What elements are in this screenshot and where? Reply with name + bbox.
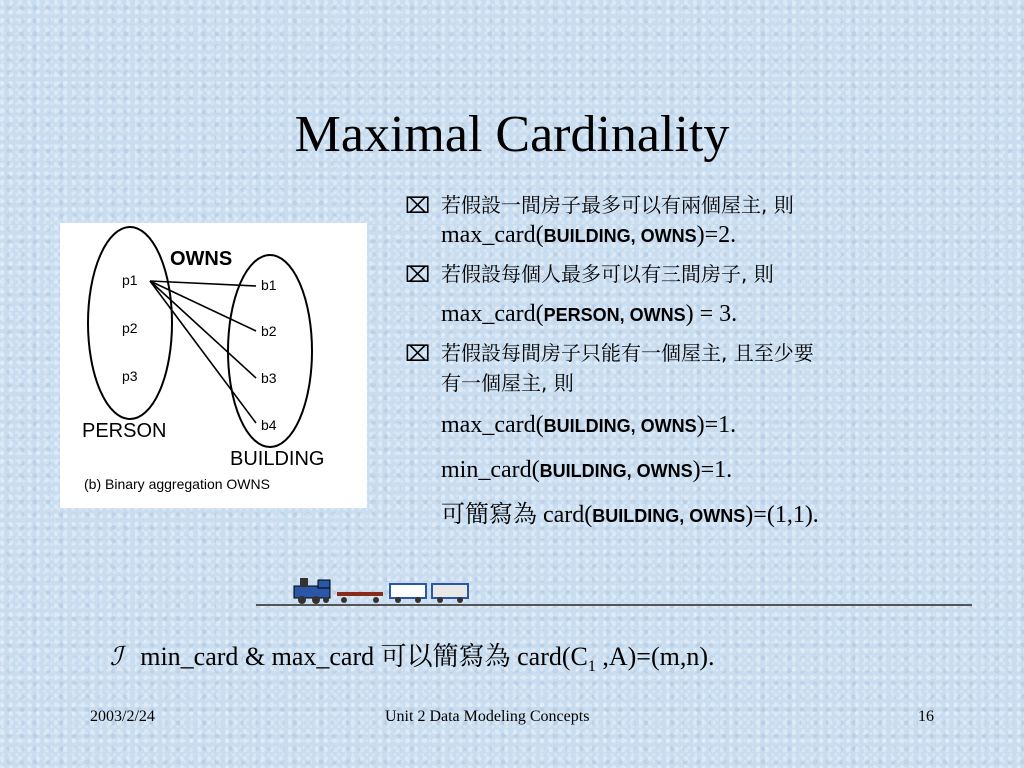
bullet-text: 有一個屋主, 則 <box>441 371 574 395</box>
owns-diagram <box>60 223 367 508</box>
relationship-label: OWNS <box>170 248 233 270</box>
right-item: b2 <box>261 323 277 339</box>
right-item: b4 <box>261 417 277 433</box>
checkbox-x-icon: ⌧ <box>405 342 431 367</box>
divider-line <box>256 604 972 606</box>
formula: max_card(BUILDING, OWNS)=1. <box>441 412 737 438</box>
left-set-label: PERSON <box>82 420 167 442</box>
link-p1-b3 <box>150 281 256 378</box>
bullet-item <box>405 259 1005 330</box>
right-item: b1 <box>261 277 277 293</box>
footer-center: Unit 2 Data Modeling Concepts <box>385 708 590 725</box>
link-p1-b2 <box>150 281 256 331</box>
bullet-item <box>405 190 1005 251</box>
formula: 可簡寫為 card(BUILDING, OWNS)=(1,1). <box>441 502 819 528</box>
footer-date: 2003/2/24 <box>90 708 155 725</box>
link-p1-b4 <box>150 281 256 423</box>
bullet-text: 若假設每間房子只能有一個屋主, 且至少要 <box>441 341 814 365</box>
checkbox-x-icon: ⌧ <box>405 194 431 219</box>
bullet-text: 若假設每個人最多可以有三間房子, 則 <box>441 262 774 286</box>
checkbox-x-icon: ⌧ <box>405 263 431 288</box>
left-item: p2 <box>122 320 138 336</box>
bullet-list <box>405 190 1005 531</box>
left-item: p3 <box>122 368 138 384</box>
bullet-item <box>405 338 1005 531</box>
right-item: b3 <box>261 370 277 386</box>
right-set-label: BUILDING <box>230 448 325 470</box>
formula: min_card(BUILDING, OWNS)=1. <box>441 457 733 483</box>
summary-line: ℐ min_card & max_card 可以簡寫為 $card(C_1$ ,A)=(m,n). <box>110 642 715 676</box>
page-number: 16 <box>918 708 934 725</box>
script-bullet-icon: ℐ <box>110 642 123 671</box>
formula: max_card(BUILDING, OWNS)=2. <box>441 222 737 248</box>
formula: max_card(PERSON, OWNS) = 3. <box>441 301 738 327</box>
slide-title: Maximal Cardinality <box>294 106 730 163</box>
diagram-caption: (b) Binary aggregation OWNS <box>84 476 270 492</box>
left-item: p1 <box>122 272 138 288</box>
bullet-text: 若假設一間房子最多可以有兩個屋主, 則 <box>441 193 794 217</box>
